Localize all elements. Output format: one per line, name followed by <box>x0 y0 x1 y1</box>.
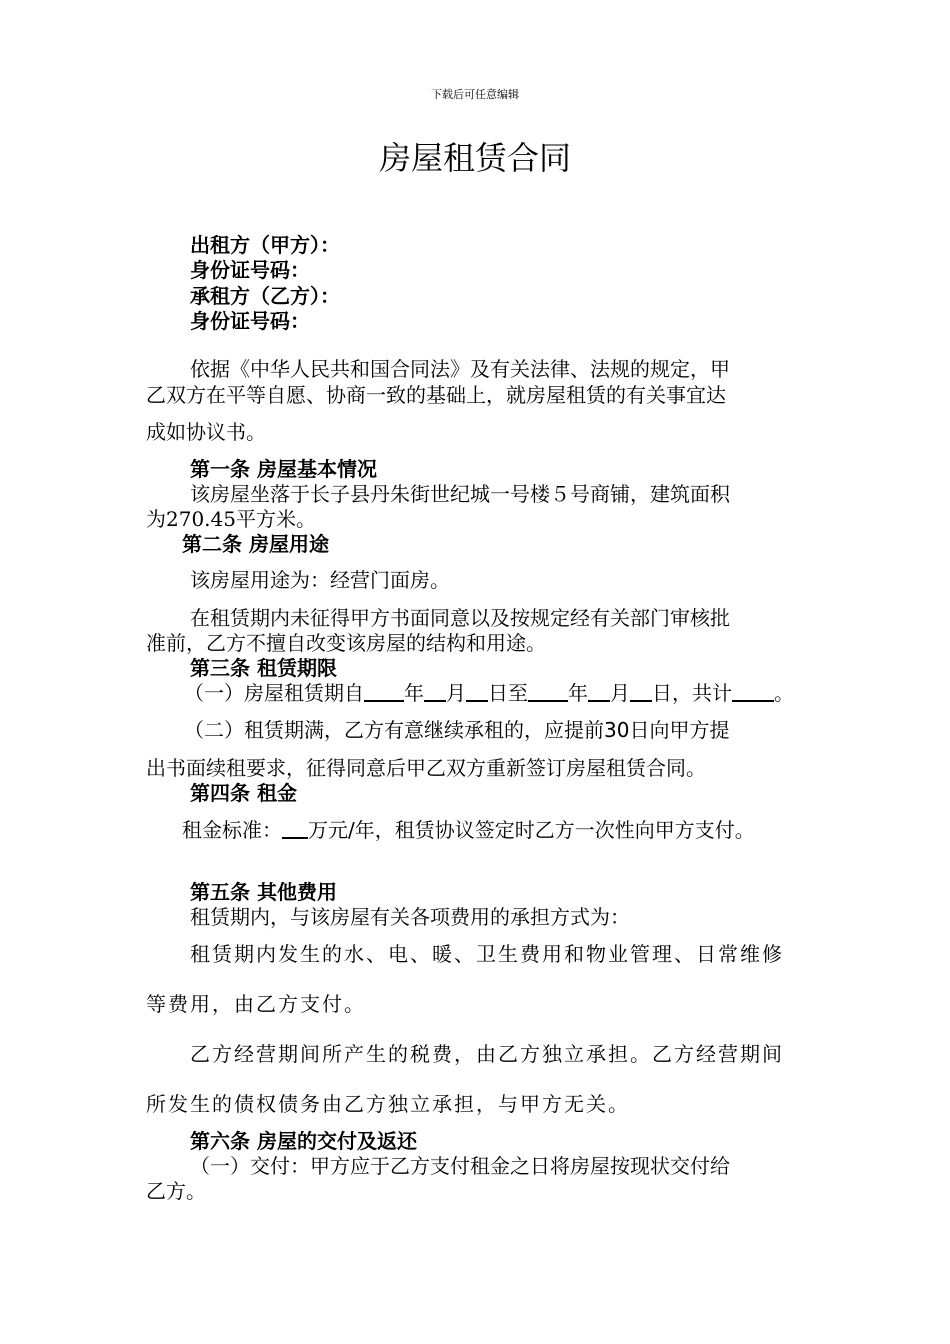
article-heading: 第三条 租赁期限 <box>190 656 337 680</box>
article-line: 租赁期内，与该房屋有关各项费用的承担方式为： <box>190 905 630 929</box>
term-month-end: 月 <box>610 681 630 705</box>
lessor-label: 出租方（甲方）： <box>190 233 340 257</box>
article-line: 该房屋坐落于长子县丹朱街世纪城一号楼５号商铺，建筑面积 <box>190 482 730 506</box>
header-note: 下载后可任意编辑 <box>431 88 519 101</box>
rent-prefix: 租金标准： <box>182 818 282 842</box>
term-day-end: 日，共计 <box>652 681 732 705</box>
article-line: （一）交付：甲方应于乙方支付租金之日将房屋按现状交付给 <box>190 1154 730 1178</box>
term-prefix: （一）房屋租赁期自 <box>184 681 364 705</box>
term-day-start: 日至 <box>488 681 528 705</box>
document-title: 房屋租赁合同 <box>378 139 571 177</box>
blank-month-start <box>424 682 446 702</box>
article-line: 乙方。 <box>146 1179 206 1203</box>
rent-suffix: 万元/年，租赁协议签定时乙方一次性向甲方支付。 <box>308 818 755 842</box>
article-line: 等费用，由乙方支付。 <box>146 992 366 1016</box>
intro-line: 依据《中华人民共和国合同法》及有关法律、法规的规定，甲 <box>190 357 730 381</box>
lessor-id-label: 身份证号码： <box>190 258 310 282</box>
blank-rent-amount <box>282 819 308 839</box>
lessee-label: 承租方（乙方）： <box>190 284 340 308</box>
blank-total <box>732 682 774 702</box>
renewal-line: 出书面续租要求，征得同意后甲乙双方重新签订房屋租赁合同。 <box>146 756 706 780</box>
term-end: 。 <box>774 681 794 705</box>
term-year-end: 年 <box>568 681 588 705</box>
lease-term-line <box>184 681 794 705</box>
renewal-line: （二）租赁期满，乙方有意继续承租的，应提前30日向甲方提 <box>184 718 730 742</box>
blank-month-end <box>588 682 610 702</box>
article-line: 该房屋用途为：经营门面房。 <box>190 568 450 592</box>
article-heading: 第四条 租金 <box>190 781 297 805</box>
intro-line: 乙双方在平等自愿、协商一致的基础上，就房屋租赁的有关事宜达 <box>146 383 726 407</box>
article-line: 为270.45平方米。 <box>146 507 316 531</box>
blank-year-start <box>364 682 404 702</box>
term-month-start: 月 <box>446 681 466 705</box>
rent-line <box>182 818 755 842</box>
term-year-start: 年 <box>404 681 424 705</box>
article-line: 租赁期内发生的水、电、暖、卫生费用和物业管理、日常维修 <box>190 942 784 966</box>
article-heading: 第五条 其他费用 <box>190 880 337 904</box>
blank-year-end <box>528 682 568 702</box>
lessee-id-label: 身份证号码： <box>190 309 310 333</box>
article-line: 准前，乙方不擅自改变该房屋的结构和用途。 <box>146 631 546 655</box>
blank-day-end <box>630 682 652 702</box>
article-heading: 第二条 房屋用途 <box>182 532 329 556</box>
article-line: 乙方经营期间所产生的税费，由乙方独立承担。乙方经营期间 <box>190 1042 784 1066</box>
article-heading: 第六条 房屋的交付及返还 <box>190 1129 417 1153</box>
intro-line: 成如协议书。 <box>146 420 266 444</box>
blank-day-start <box>466 682 488 702</box>
article-line: 所发生的债权债务由乙方独立承担，与甲方无关。 <box>146 1092 630 1116</box>
article-line: 在租赁期内未征得甲方书面同意以及按规定经有关部门审核批 <box>190 606 730 630</box>
article-heading: 第一条 房屋基本情况 <box>190 457 377 481</box>
